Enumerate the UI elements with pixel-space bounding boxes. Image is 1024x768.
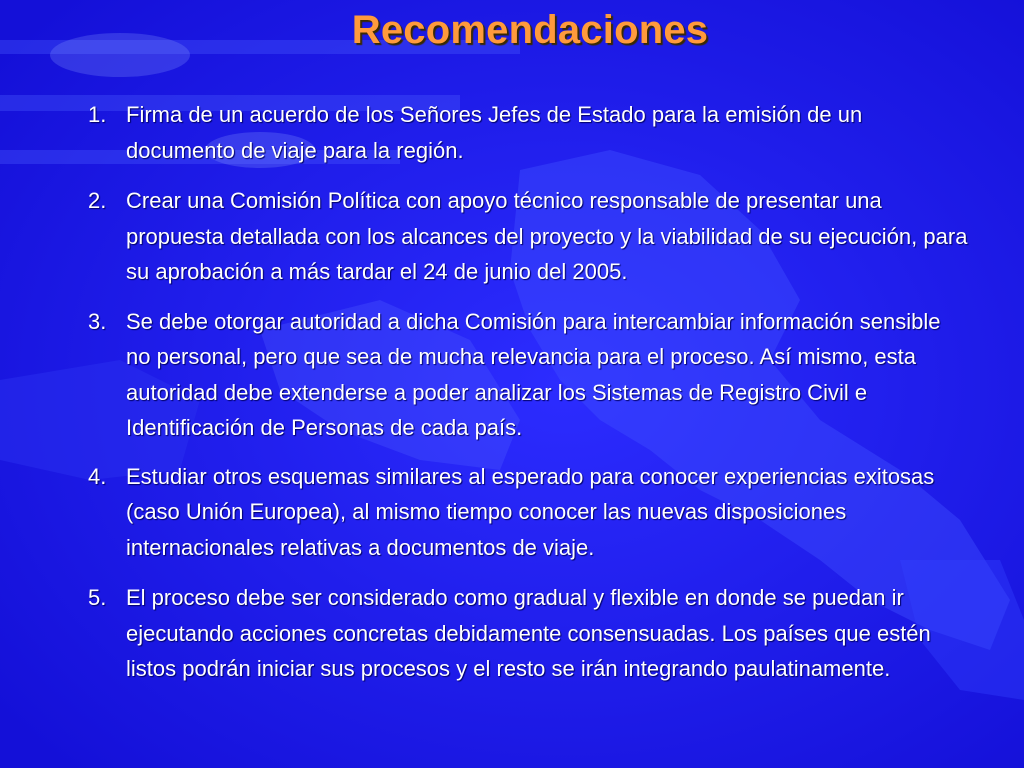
list-item [88, 183, 988, 290]
item-text: Se debe otorgar autoridad a dicha Comisión para intercambiar información sensible no personal, pero que sea de mucha relevancia para el proceso. Así mismo, esta autoridad debe extenderse a poder analizar los Sistemas de Registro Civil e Identificación de Personas de cada país. [126, 308, 941, 440]
list-item [88, 97, 988, 168]
list-item [88, 459, 988, 566]
item-text: Crear una Comisión Política con apoyo técnico responsable de presentar una propuesta detallada con los alcances del proyecto y la viabilidad de su ejecución, para su aprobación a más tardar el 24 de junio del 2005. [126, 188, 968, 284]
list-item [88, 580, 988, 687]
item-text: Firma de un acuerdo de los Señores Jefes de Estado para la emisión de un documento de viaje para la región. [126, 102, 863, 163]
list-item [88, 304, 988, 446]
recommendations-list [88, 97, 988, 701]
item-number: 3. [88, 308, 107, 334]
item-number: 4. [88, 463, 107, 489]
item-number: 5. [88, 585, 107, 610]
item-number: 1. [88, 102, 107, 127]
item-text: El proceso debe ser considerado como gradual y flexible en donde se puedan ir ejecutando acciones concretas debidamente consensuadas. Los países que estén listos podrán iniciar sus procesos y el resto se irán integrando paulatinamente. [126, 585, 931, 681]
item-number: 2. [88, 188, 107, 213]
item-text: Estudiar otros esquemas similares al esperado para conocer experiencias exitosas (caso Unión Europea), al mismo tiempo conocer las nuevas disposiciones internacionales relativas a documentos de viaje. [126, 463, 935, 560]
slide-title: Recomendaciones [351, 8, 709, 52]
